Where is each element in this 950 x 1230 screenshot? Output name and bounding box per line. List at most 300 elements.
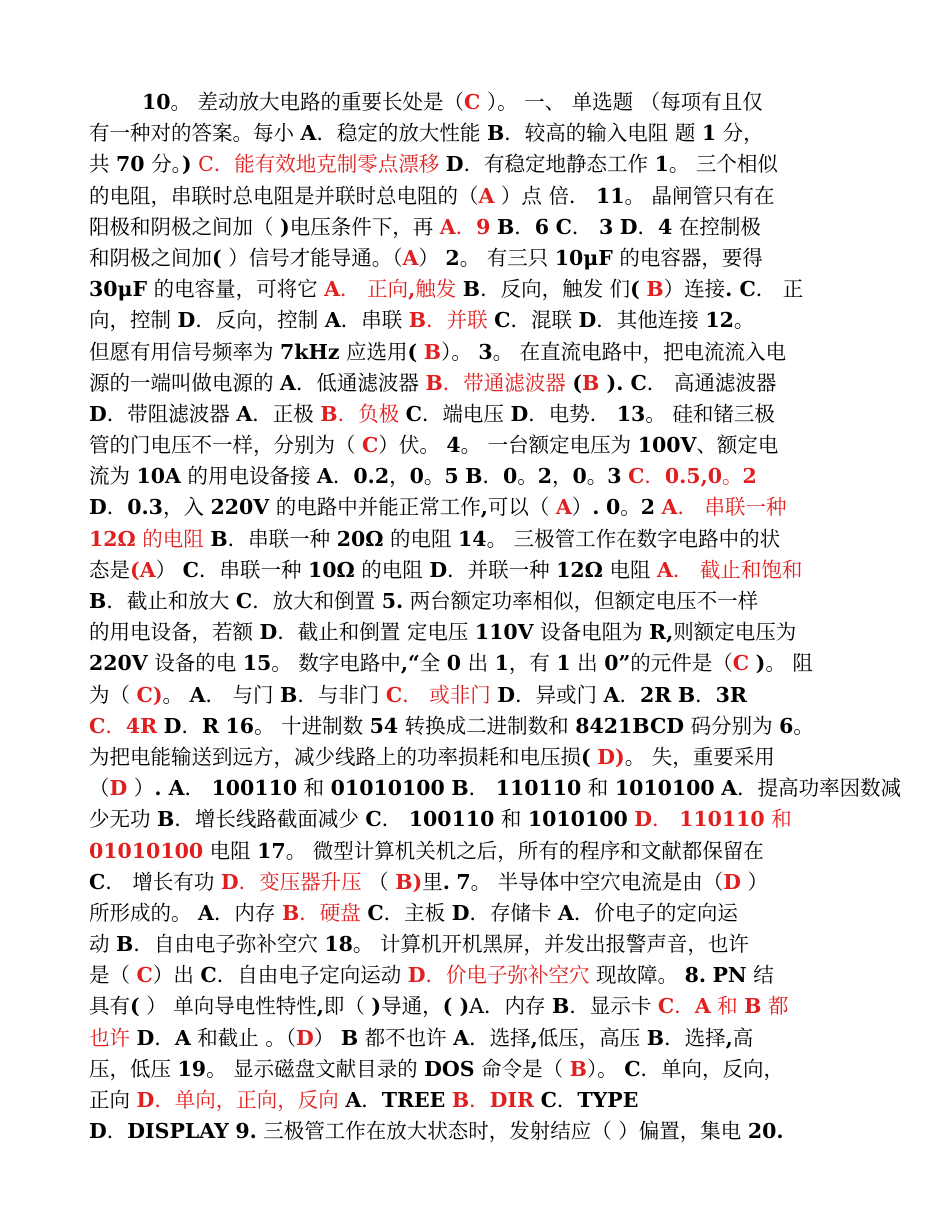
answer-text: C．能有效地克制零点漂移	[191, 152, 440, 177]
text-segment: 9.	[235, 1119, 257, 1144]
answer-text: A	[478, 183, 495, 208]
text-segment: ．	[468, 776, 496, 801]
text-segment: 12Ω	[556, 557, 603, 582]
text-segment: ）	[418, 245, 446, 270]
text-segment: 0.2	[353, 464, 390, 489]
text-segment: 2	[537, 464, 553, 489]
text-segment: B	[646, 1025, 665, 1050]
text-segment: DISPLAY	[127, 1119, 229, 1144]
text-line	[89, 586, 864, 617]
text-segment: 10A	[136, 464, 181, 489]
text-segment: .	[442, 869, 450, 894]
text-segment: 。 差动放大电路的重要长处是（	[170, 90, 465, 114]
answer-text: 的电阻	[135, 526, 204, 551]
text-segment: 0	[572, 464, 587, 489]
text-segment: ．存储卡	[469, 900, 558, 925]
answer-text: D	[220, 869, 239, 894]
text-line	[89, 243, 864, 274]
text-segment: D	[89, 495, 107, 520]
text-segment: B	[210, 526, 228, 551]
text-segment: 。 三极管工作在数字电路中的状	[486, 526, 781, 551]
answer-text: ．	[469, 1088, 490, 1112]
text-segment: 20.	[747, 1119, 784, 1144]
text-segment: ．	[381, 807, 409, 832]
answer-text: ,	[408, 277, 416, 302]
answer-text: C	[136, 963, 153, 988]
text-segment: ．其他连接	[596, 308, 706, 333]
answer-text: A	[324, 277, 341, 302]
text-segment: 的电容器，要得	[612, 245, 763, 270]
text-segment: D	[578, 308, 597, 333]
text-segment: 是（	[89, 963, 137, 988]
text-segment: )	[755, 651, 766, 676]
text-segment: (	[572, 370, 583, 395]
text-segment: 54	[369, 713, 399, 738]
text-segment: ,	[480, 495, 488, 520]
answer-text: ．	[105, 713, 126, 738]
text-segment: D	[619, 214, 638, 239]
text-line	[89, 617, 864, 648]
text-segment: 压，低压	[89, 1056, 178, 1081]
text-segment: ）信号才能导通。（	[221, 245, 403, 270]
text-segment: 。 三个相似	[668, 152, 778, 177]
answer-text: D	[136, 1088, 155, 1112]
text-segment: 1	[494, 651, 509, 676]
text-segment: B	[280, 682, 298, 707]
text-segment: C	[182, 557, 199, 582]
text-segment: (	[407, 339, 418, 364]
text-segment: 分。	[144, 152, 182, 177]
text-segment: 出	[461, 651, 495, 676]
text-segment: ． 正	[755, 277, 804, 302]
text-segment: B	[462, 277, 481, 302]
text-segment: R	[201, 713, 219, 738]
answer-text: ．负极	[337, 401, 400, 426]
text-segment: ，	[552, 464, 573, 489]
text-segment: 。 硅和锗三极	[645, 401, 775, 426]
text-segment: 3	[607, 464, 622, 489]
text-segment: 。 有三只	[459, 245, 555, 270]
text-segment: ．带阻滤波器	[106, 401, 237, 426]
text-segment: A	[558, 900, 574, 925]
text-segment: 14	[458, 526, 487, 551]
text-segment: ,	[316, 994, 324, 1019]
text-segment: ．有稳定地静态工作	[463, 152, 655, 177]
text-segment: 。	[423, 464, 445, 489]
text-segment: ,	[725, 1025, 733, 1050]
answer-text: A	[694, 994, 711, 1019]
text-segment: 的电阻，串联时总电阻是并联时总电阻的（	[89, 183, 479, 208]
text-line	[89, 1023, 864, 1054]
answer-text: 01010100	[89, 838, 204, 863]
text-segment: ，入	[162, 495, 211, 520]
text-segment: 1010100	[614, 776, 715, 801]
text-line	[89, 742, 864, 773]
text-line	[89, 492, 864, 523]
text-segment: 两台额定功率相似，但额定电压不一样	[403, 589, 759, 613]
answer-text: 触发	[415, 277, 457, 302]
text-segment: 在控制极	[672, 214, 761, 239]
answer-text: B	[408, 308, 427, 333]
text-segment: A	[453, 1025, 470, 1050]
text-segment: ．	[106, 1119, 128, 1144]
text-segment: )	[181, 152, 192, 177]
text-segment: ．	[637, 214, 659, 239]
text-segment: 。 一台额定电压为	[460, 433, 638, 458]
answer-text: ．价电子弥补空穴	[425, 963, 590, 988]
text-segment: 110V	[474, 620, 534, 645]
answer-text: C	[464, 90, 481, 114]
text-segment: ．串联一种	[198, 557, 308, 582]
answer-text: C	[385, 682, 403, 707]
answer-text: ．单向，正向，反向	[154, 1088, 339, 1112]
text-segment: A	[189, 682, 206, 707]
text-segment: 70	[116, 152, 145, 177]
text-segment: C	[367, 900, 384, 925]
text-segment: 。 计算机开机黑屏，并发出报警声音，也许	[352, 932, 749, 957]
text-line	[89, 1085, 864, 1116]
document-page	[89, 87, 902, 1147]
text-line	[89, 804, 864, 835]
text-segment: 100V	[637, 433, 697, 458]
text-segment: 0”	[604, 651, 631, 676]
text-segment: 15	[242, 651, 272, 676]
text-line	[89, 149, 864, 180]
text-segment: C	[555, 214, 572, 239]
text-line	[89, 181, 864, 212]
text-segment: 4	[658, 214, 673, 239]
text-segment: ( )	[442, 994, 470, 1019]
answer-text: 。	[721, 464, 743, 489]
text-segment: 7kHz	[280, 339, 340, 364]
text-segment: 分，	[716, 121, 764, 146]
text-segment: D	[89, 401, 107, 426]
text-segment: 110110	[495, 776, 582, 801]
text-segment: D	[497, 682, 516, 707]
text-segment: B	[451, 776, 469, 801]
text-segment: 、额定电	[696, 433, 779, 458]
text-segment: PN	[712, 963, 747, 988]
answer-text: C	[362, 433, 379, 458]
text-segment: ．显示卡	[569, 994, 658, 1019]
text-segment: 和截止 。（	[190, 1025, 297, 1050]
text-segment: 0	[605, 495, 621, 520]
text-segment: 。	[620, 495, 641, 520]
text-line	[89, 555, 864, 586]
text-segment: 1	[556, 651, 571, 676]
text-segment: 电阻	[203, 838, 258, 863]
text-segment: A	[198, 900, 214, 925]
text-segment: 3	[478, 339, 493, 364]
text-segment: 01010100	[330, 776, 445, 801]
answer-text: ．	[455, 214, 477, 239]
text-segment: 可以（	[487, 495, 556, 520]
text-segment: B	[486, 121, 505, 146]
text-segment: ．	[619, 682, 640, 707]
answer-text: 2	[742, 464, 757, 489]
text-segment: 1	[701, 121, 717, 146]
text-segment: A	[345, 1088, 362, 1112]
text-segment: B	[552, 994, 570, 1019]
text-segment: 。	[586, 464, 608, 489]
text-segment: ．稳定的放大性能	[316, 121, 487, 146]
text-segment: D	[429, 557, 448, 582]
text-segment: ．截止和放大	[106, 589, 236, 613]
answer-text: B	[582, 370, 600, 395]
text-segment: ．	[695, 682, 716, 707]
text-segment: ，	[389, 464, 410, 489]
text-segment: 。 显示磁盘文献目录的	[206, 1056, 425, 1081]
answer-text: C	[628, 464, 645, 489]
text-segment: 动	[89, 932, 117, 957]
text-segment: 220V	[89, 651, 148, 676]
answer-text: ．	[652, 807, 680, 832]
text-segment: 2	[445, 245, 460, 270]
answer-text: 和	[764, 807, 792, 832]
text-segment: 态是	[89, 557, 130, 582]
text-segment: 6	[779, 713, 794, 738]
text-segment: 出	[570, 651, 605, 676]
text-segment: A	[280, 370, 296, 395]
text-segment: ）	[313, 1025, 341, 1050]
answer-text: ．并联	[426, 308, 488, 333]
text-segment: 1010100	[527, 807, 628, 832]
text-segment: A	[300, 121, 317, 146]
text-segment: ．	[482, 464, 503, 489]
text-segment: ．	[106, 495, 128, 520]
text-segment: 。	[162, 682, 190, 707]
text-line	[89, 648, 864, 679]
answer-text: A	[439, 214, 456, 239]
answer-text: 和	[710, 994, 745, 1019]
text-segment: 。	[793, 713, 814, 738]
text-line	[89, 680, 864, 711]
text-segment: （	[89, 776, 110, 801]
text-segment: 11	[595, 183, 625, 208]
text-segment: 10Ω	[308, 557, 355, 582]
answer-text: 0.5,0	[664, 464, 722, 489]
text-segment: ） 单向导电性特性	[139, 994, 317, 1019]
answer-text: B	[281, 900, 300, 925]
text-segment: ）点 倍．	[494, 183, 596, 208]
text-segment: A	[324, 308, 341, 333]
text-segment: 4	[446, 433, 461, 458]
text-segment: ．并联一种	[447, 557, 557, 582]
text-segment: 设备电阻为	[533, 620, 650, 645]
text-segment: TREE	[381, 1088, 446, 1112]
text-segment: B	[677, 682, 696, 707]
answer-text: A	[661, 495, 678, 520]
text-segment: 1	[654, 152, 669, 177]
text-segment: A	[721, 776, 738, 801]
text-segment: ．自由电子定向运动	[216, 963, 408, 988]
text-segment: ）伏。	[378, 433, 447, 458]
answer-text: B	[423, 339, 442, 364]
text-segment: . C	[725, 277, 756, 302]
text-segment: 。	[733, 308, 755, 333]
answer-text: ．	[644, 464, 665, 489]
text-segment: 的电阻	[383, 526, 459, 551]
answer-text: D	[634, 807, 653, 832]
answer-text: A	[402, 245, 419, 270]
text-segment: C	[624, 1056, 641, 1081]
text-segment: A	[236, 401, 253, 426]
text-segment: A	[603, 682, 620, 707]
answer-text: ．硬盘	[299, 900, 361, 925]
text-segment: 。 半导体中空穴电流是由（	[470, 869, 724, 894]
text-segment: 和阴极之间加	[89, 245, 212, 270]
answer-text: C	[89, 713, 106, 738]
text-segment: ．增长线路截面减少	[174, 807, 366, 832]
text-segment: 的用电设备，若额	[89, 620, 260, 645]
text-segment: 100110	[211, 776, 298, 801]
text-segment: 的电容量，可将它	[147, 277, 325, 302]
answer-text: (A	[130, 557, 156, 582]
answer-text: ． 串联一种	[677, 495, 787, 520]
text-segment: C	[540, 1088, 557, 1112]
text-segment: B	[496, 214, 515, 239]
text-segment: ．反向，控制	[195, 308, 325, 333]
text-segment: ．	[184, 776, 212, 801]
text-segment: 码分别为	[684, 713, 780, 738]
text-segment: ．串联	[340, 308, 409, 333]
text-segment: 向，控制	[89, 308, 178, 333]
answer-text: D	[296, 1025, 314, 1050]
text-segment: ．选择	[664, 1025, 726, 1050]
text-segment: 220V	[210, 495, 270, 520]
text-line	[89, 929, 864, 960]
answer-text: ． 截止和饱和	[672, 557, 803, 582]
text-segment: )	[371, 994, 382, 1019]
text-segment: 20Ω	[336, 526, 384, 551]
text-segment: C	[235, 589, 253, 613]
text-segment: (	[630, 277, 640, 302]
text-segment: D	[510, 401, 529, 426]
text-segment: 30μF	[89, 277, 148, 302]
text-segment: ). C	[599, 370, 647, 395]
text-line	[89, 867, 864, 898]
text-segment: 全	[419, 651, 447, 676]
answer-text: 12Ω	[89, 526, 136, 551]
text-segment: 8.	[684, 963, 706, 988]
text-segment: ）	[127, 776, 155, 801]
answer-text: B	[451, 1088, 470, 1112]
text-segment: ．放大和倒置	[252, 589, 382, 613]
text-segment: 。 晶闸管只有在	[624, 183, 775, 208]
text-line	[89, 399, 864, 430]
text-segment: ．	[154, 1025, 175, 1050]
text-segment: 5	[444, 464, 459, 489]
answer-text: C)	[136, 682, 163, 707]
answer-text: C	[657, 994, 675, 1019]
answer-text: ．带通滤波器	[442, 370, 566, 395]
text-segment: ．异或门	[515, 682, 604, 707]
answer-text: 也许	[89, 1025, 130, 1050]
text-segment: 和	[581, 776, 615, 801]
answer-text: A	[656, 557, 673, 582]
text-segment: 18	[324, 932, 353, 957]
text-segment: A	[317, 464, 333, 489]
text-segment: ．端电压	[421, 401, 511, 426]
text-segment: ）	[740, 869, 768, 894]
text-segment: 所形成的。	[89, 900, 199, 925]
text-segment: 8421BCD	[575, 713, 685, 738]
text-segment: 导通，	[381, 994, 443, 1019]
text-segment: 正向	[89, 1088, 137, 1112]
text-line	[89, 773, 902, 804]
text-segment: (	[581, 744, 591, 769]
text-line	[89, 118, 864, 149]
text-segment: ．串联一种	[227, 526, 337, 551]
text-segment: 转换成二进制数和	[398, 713, 576, 738]
text-segment: C	[89, 869, 106, 894]
text-segment: ．电势．	[528, 401, 617, 426]
text-segment: 7	[456, 869, 471, 894]
text-segment: 共	[89, 152, 117, 177]
answer-text: D	[407, 963, 426, 988]
text-line	[89, 1116, 864, 1147]
text-segment: 高	[732, 1025, 754, 1050]
text-segment: ．正极	[252, 401, 321, 426]
text-segment: C	[200, 963, 217, 988]
text-segment: . A	[154, 776, 185, 801]
text-segment: ．反向，触发 们	[480, 277, 631, 302]
text-segment: 19	[177, 1056, 207, 1081]
text-segment: C	[365, 807, 382, 832]
text-segment: ）。	[441, 339, 479, 364]
text-segment: ．提高功率因数减	[737, 776, 902, 801]
text-segment: 设备的电	[147, 651, 243, 676]
answer-text: ．变压器升压	[238, 869, 362, 894]
text-segment: ．主板	[383, 900, 452, 925]
text-segment: 0	[502, 464, 518, 489]
text-segment: 0.3	[127, 495, 163, 520]
text-segment: ．	[361, 1088, 382, 1112]
text-segment: D	[163, 713, 182, 738]
text-segment: ，有	[508, 651, 557, 676]
text-segment: 的电阻	[354, 557, 430, 582]
answer-text: DIR	[489, 1088, 535, 1112]
text-segment: 现故障。	[589, 963, 685, 988]
text-segment: ）	[571, 495, 593, 520]
text-segment: B	[157, 807, 175, 832]
text-segment: 三极管工作在放大状态时，发射结应（ ）偏置，集电	[256, 1119, 748, 1144]
text-segment: 低压，高压	[537, 1025, 647, 1050]
text-segment: 即（	[323, 994, 372, 1019]
text-line	[89, 1054, 864, 1085]
text-segment: ．	[332, 464, 354, 489]
text-segment: 10	[142, 90, 171, 114]
text-segment: (	[130, 994, 140, 1019]
text-segment: C	[405, 401, 422, 426]
text-segment: 里	[422, 869, 443, 894]
text-segment: 少无功	[89, 807, 158, 832]
text-segment: 0	[446, 651, 462, 676]
answer-text: ．	[674, 994, 695, 1019]
text-line	[89, 461, 864, 492]
text-line	[89, 711, 864, 742]
answer-text: B	[744, 994, 762, 1019]
text-line	[89, 960, 864, 991]
text-segment: )	[280, 214, 290, 239]
answer-text: C	[732, 651, 750, 676]
text-line	[89, 524, 864, 555]
text-segment: 17	[257, 838, 286, 863]
answer-text: B	[320, 401, 338, 426]
text-segment: 10μF	[554, 245, 613, 270]
text-line	[89, 87, 864, 118]
text-segment: B	[89, 589, 107, 613]
